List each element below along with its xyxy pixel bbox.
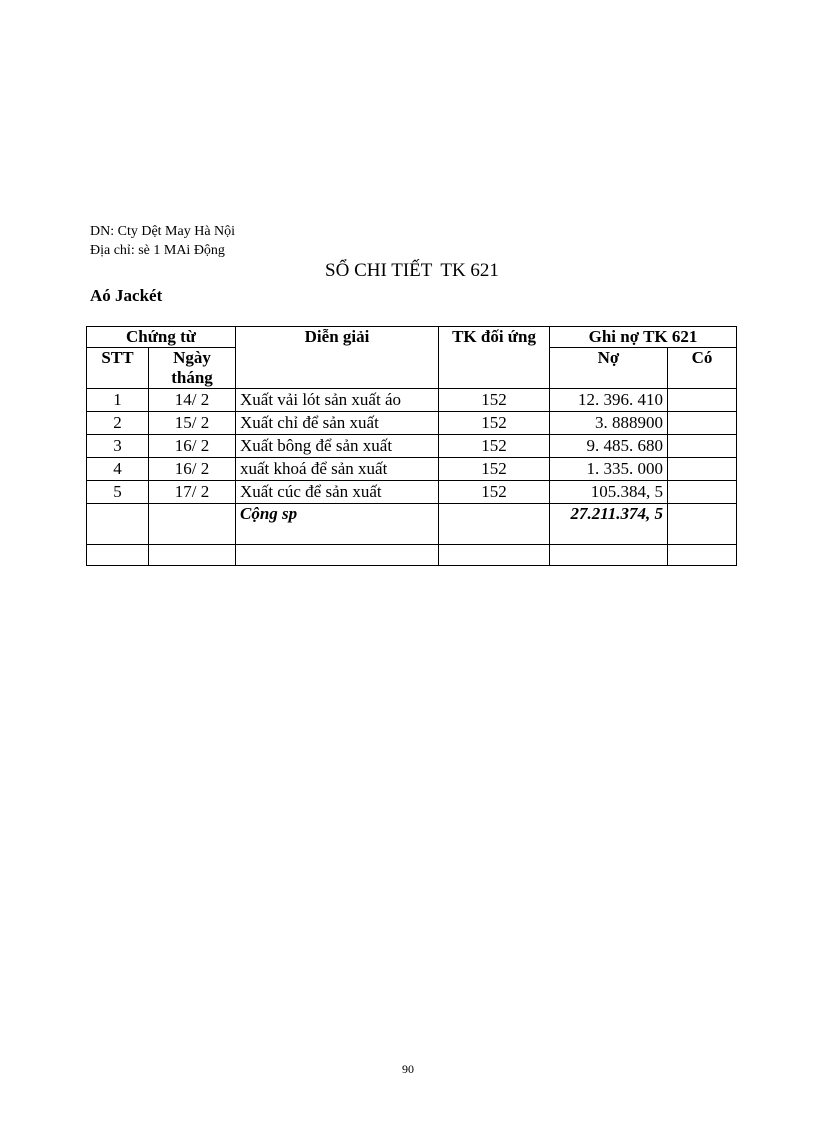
blank-cell — [668, 545, 737, 566]
credit-cell — [668, 389, 737, 412]
table-row — [87, 481, 737, 504]
total-label: Cộng sp — [236, 504, 439, 545]
stt-cell: 4 — [87, 458, 149, 481]
total-credit-cell — [668, 504, 737, 545]
total-row — [87, 504, 737, 545]
debit-cell: 105.384, 5 — [550, 481, 668, 504]
company-address: Địa chỉ: sè 1 MAi Động — [90, 243, 225, 258]
debit-cell: 3. 888900 — [550, 412, 668, 435]
date-header — [149, 348, 236, 389]
description-header: Diễn giải — [236, 327, 439, 389]
company-name: DN: Cty Dệt May Hà Nội — [90, 224, 236, 239]
total-account-cell — [439, 504, 550, 545]
stt-cell: 5 — [87, 481, 149, 504]
total-stt-cell — [87, 504, 149, 545]
account-cell: 152 — [439, 412, 550, 435]
blank-cell — [550, 545, 668, 566]
stt-cell: 1 — [87, 389, 149, 412]
credit-cell — [668, 435, 737, 458]
debit-cell: 12. 396. 410 — [550, 389, 668, 412]
date-header-label: Ngày tháng — [171, 348, 213, 387]
stt-cell: 2 — [87, 412, 149, 435]
debit-group-header: Ghi nợ TK 621 — [550, 327, 737, 348]
blank-cell — [236, 545, 439, 566]
page-number: 90 — [402, 1062, 414, 1076]
date-cell: 17/ 2 — [149, 481, 236, 504]
document-title — [0, 260, 816, 282]
date-cell: 16/ 2 — [149, 435, 236, 458]
credit-cell — [668, 412, 737, 435]
blank-cell — [87, 545, 149, 566]
date-cell: 14/ 2 — [149, 389, 236, 412]
description-cell: Xuất vải lót sản xuất áo — [236, 389, 439, 412]
table-row — [87, 412, 737, 435]
description-cell: Xuất bông để sản xuất — [236, 435, 439, 458]
credit-cell — [668, 458, 737, 481]
account-cell: 152 — [439, 435, 550, 458]
date-cell: 16/ 2 — [149, 458, 236, 481]
voucher-group-header: Chứng từ — [87, 327, 236, 348]
debit-header: Nợ — [550, 348, 668, 389]
stt-cell: 3 — [87, 435, 149, 458]
header-row-group — [87, 327, 737, 348]
document-title-account: TK 621 — [440, 260, 499, 281]
credit-cell — [668, 481, 737, 504]
blank-row — [87, 545, 737, 566]
description-cell: Xuất chỉ để sản xuất — [236, 412, 439, 435]
document-title-main: SỔ CHI TIẾT — [325, 260, 433, 281]
debit-cell: 1. 335. 000 — [550, 458, 668, 481]
table-row — [87, 389, 737, 412]
total-date-cell — [149, 504, 236, 545]
debit-cell: 9. 485. 680 — [550, 435, 668, 458]
description-cell: Xuất cúc để sản xuất — [236, 481, 439, 504]
account-cell: 152 — [439, 389, 550, 412]
total-debit-value: 27.211.374, 5 — [550, 504, 668, 545]
date-cell: 15/ 2 — [149, 412, 236, 435]
product-name: Aó Jackét — [90, 286, 163, 305]
credit-header: Có — [668, 348, 737, 389]
account-cell: 152 — [439, 458, 550, 481]
blank-cell — [149, 545, 236, 566]
table-row — [87, 435, 737, 458]
stt-header: STT — [87, 348, 149, 389]
ledger-table — [86, 326, 737, 566]
contra-account-header: TK đối ứng — [439, 327, 550, 389]
description-cell: xuất khoá để sản xuất — [236, 458, 439, 481]
table-row — [87, 458, 737, 481]
blank-cell — [439, 545, 550, 566]
account-cell: 152 — [439, 481, 550, 504]
